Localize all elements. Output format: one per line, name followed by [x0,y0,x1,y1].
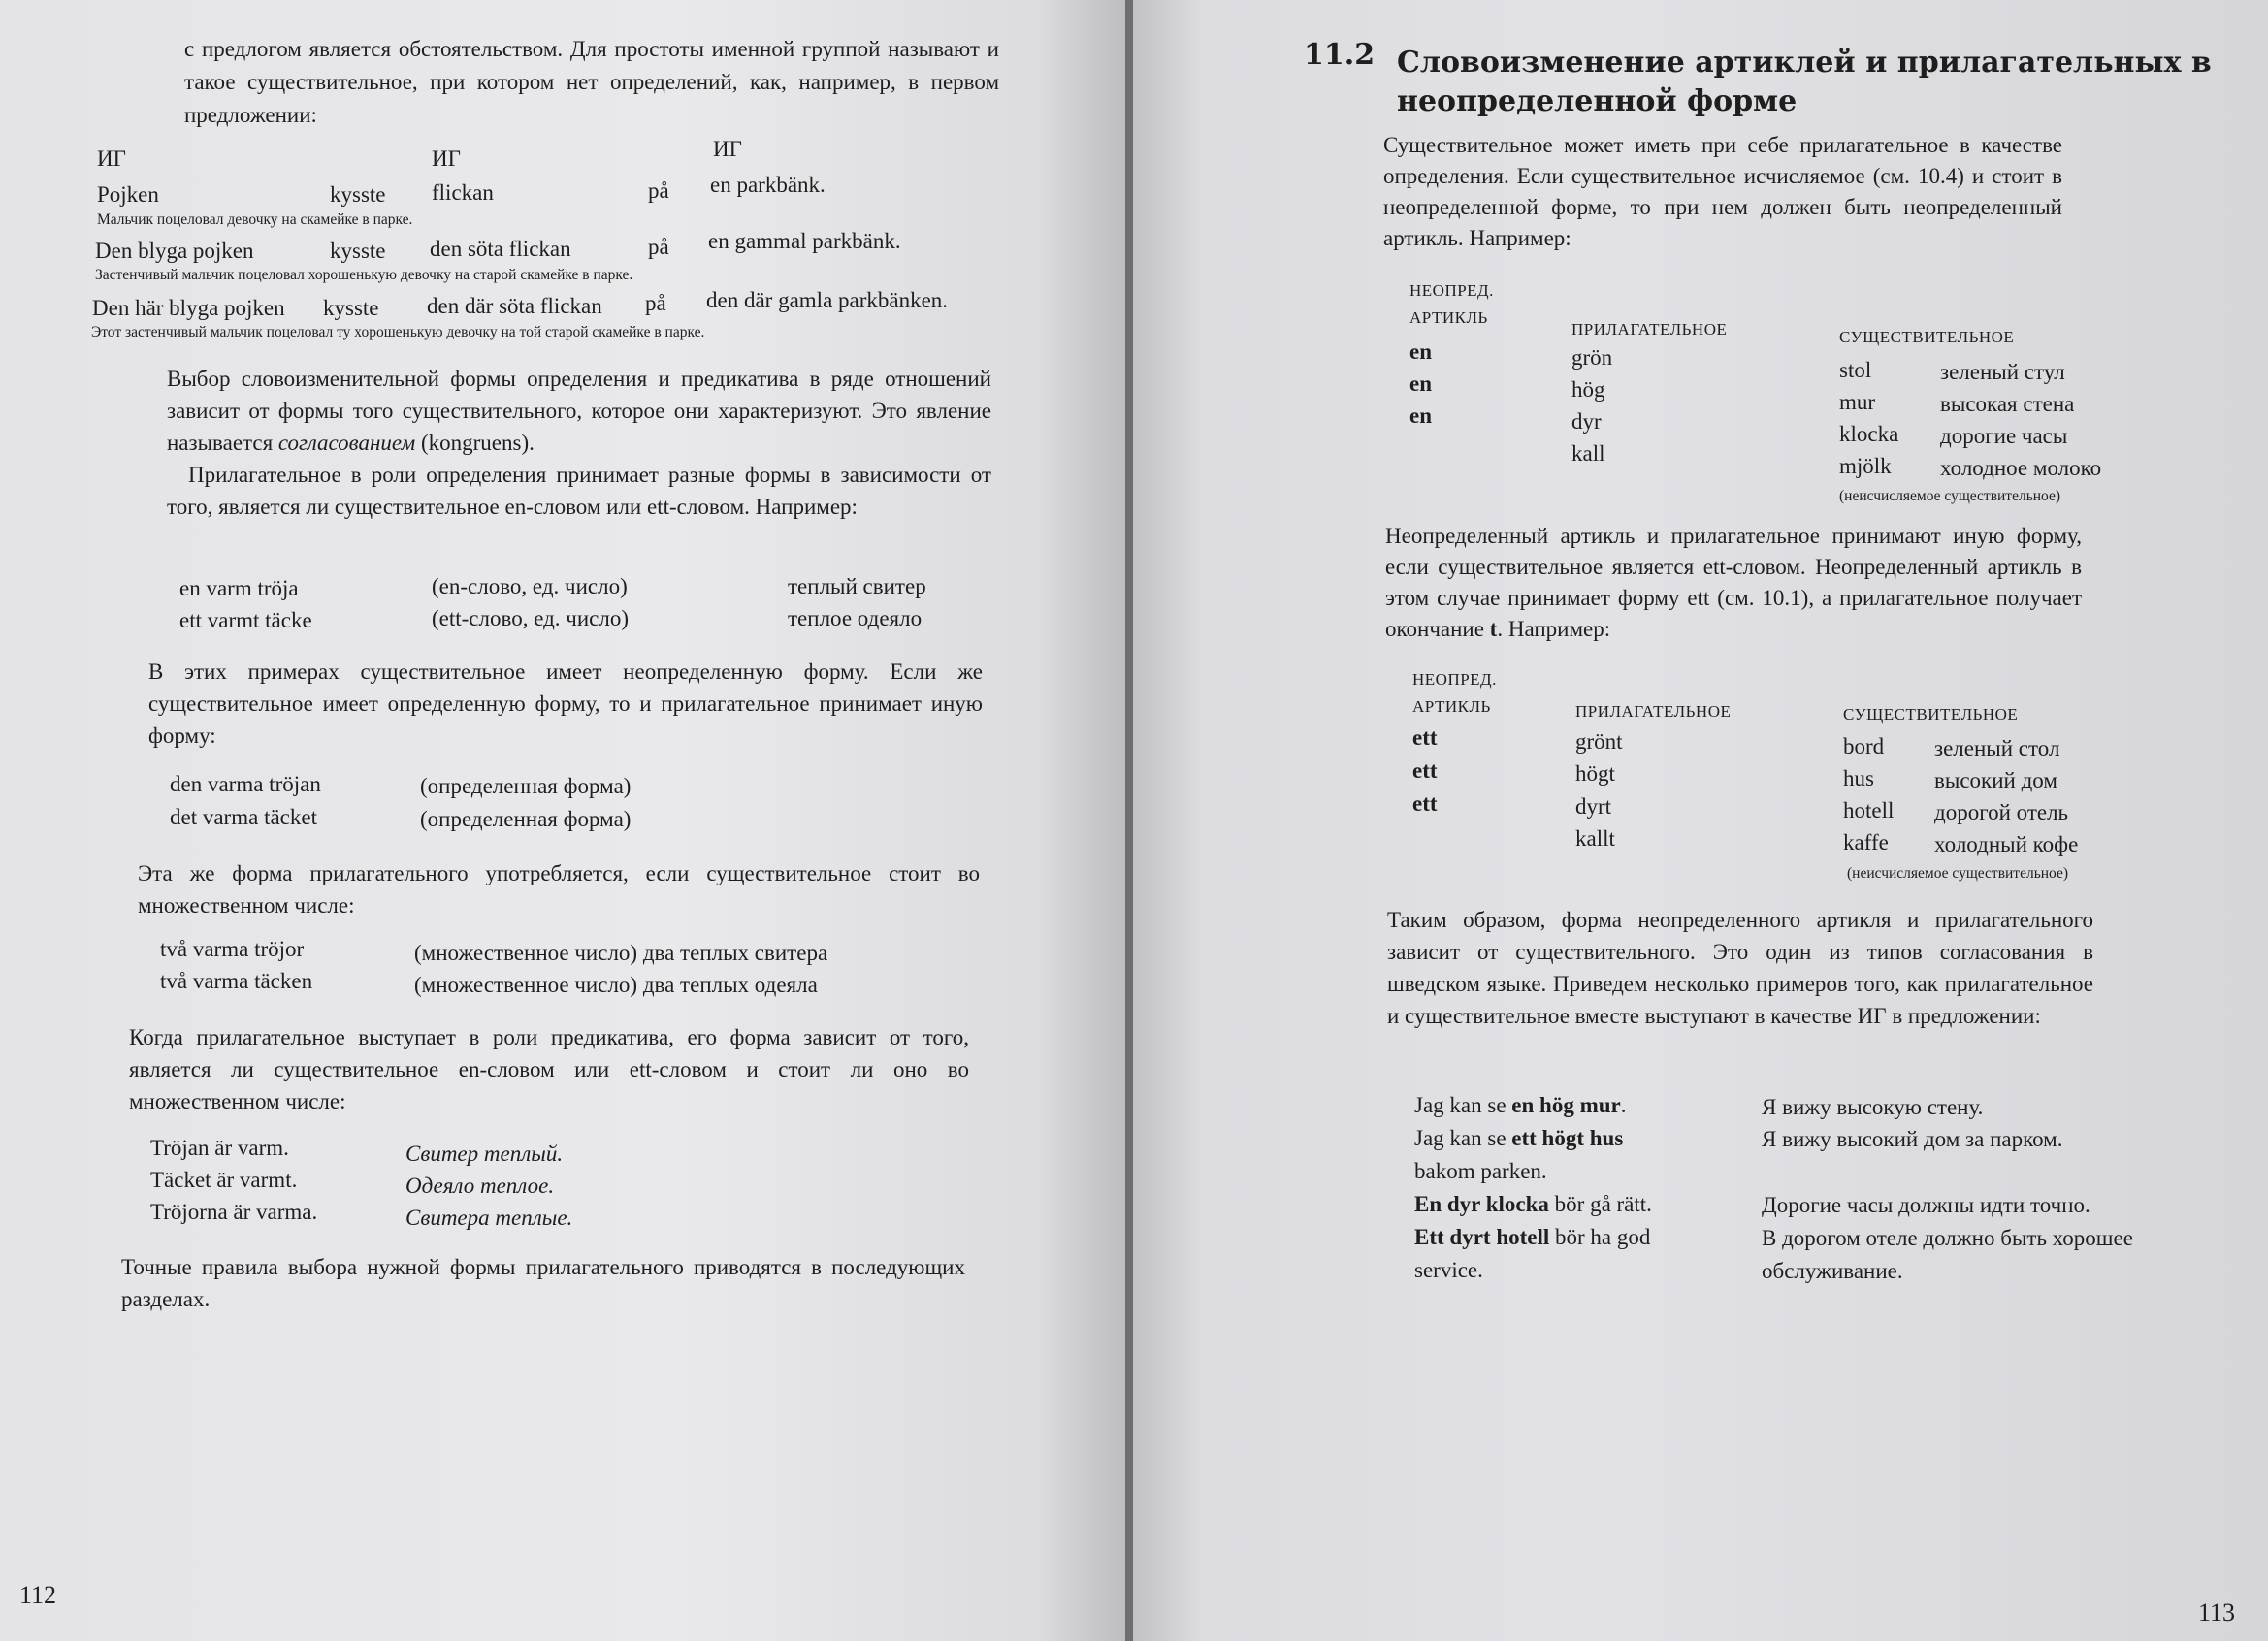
noun-translation: холодное молоко [1940,456,2102,480]
noun-cell: stol [1839,358,1872,382]
example-note: (ett-слово, ед. число) [432,606,630,630]
page-number: 113 [2198,1598,2236,1626]
example-russian: Я вижу высокую стену. [1762,1095,1984,1119]
paragraph-predicative: Когда прилагательное выступает в роли предикатива, его форма зависит от того, является ли существительное en-словом или ett-словом и стоит ли оно во множественном числе: [129,1025,969,1113]
example-swedish: Tröjorna är varma. [150,1200,318,1224]
example-swedish: En dyr klocka bör gå rätt. [1414,1192,1652,1216]
noun-cell: klocka [1839,422,1899,446]
example-note: (множественное число) два теплых одеяла [414,973,818,997]
noun-translation: зеленый стул [1940,360,2065,384]
example-cell: kysste [323,296,379,320]
example-cell: Pojken [97,182,159,207]
example-note: (определенная форма) [420,774,632,798]
example-russian: Свитер теплый. [405,1142,564,1166]
paragraph-plural: Эта же форма прилагательного употребляется, если существительное стоит во множественном числе: [138,861,980,917]
intro-paragraph: с предлогом является обстоятельством. Для простоты именной группой называют и такое существительное, при котором нет определений, как, например, в первом предложении: [184,37,999,127]
example-cell: den där gamla parkbänken. [706,288,949,312]
section-number: 11.2 [1304,38,1376,72]
noun-cell: kaffe [1843,830,1889,854]
example-cell: den söta flickan [430,237,571,261]
column-header-adjective: ПРИЛАГАТЕЛЬНОЕ [1571,320,1728,338]
noun-translation: дорогой отель [1934,800,2069,824]
example-cell: kysste [330,182,386,207]
paragraph-indefinite-article: Существительное может иметь при себе прилагательное в качестве определения. Если существительное исчисляемое (см. 10.4) и стоит в неопределенной форме, то при нем должен быть неопределенный артикль. Например: [1383,133,2062,250]
ig-label: ИГ [432,146,461,171]
example-note: (en-слово, ед. число) [432,574,628,598]
example-russian: Свитера теплые. [405,1206,573,1230]
example-swedish: service. [1414,1258,1483,1282]
example-cell: den där söta flickan [427,294,602,318]
column-header-article: НЕОПРЕД. [1412,670,1497,689]
example-note: (множественное число) два теплых свитера [414,941,828,965]
noun-translation: зеленый стол [1934,736,2060,760]
left-page [0,0,1127,1641]
ending-t: t [1489,617,1498,641]
example-swedish: Jag kan se en hög mur. [1414,1093,1627,1117]
adjective-cell: kallt [1575,826,1615,851]
adjective-cell: grön [1571,345,1613,370]
example-cell: Den blyga pojken [95,239,254,263]
example-russian: обслуживание. [1762,1259,1903,1283]
example-cell: på [648,178,669,203]
paragraph-agreement-summary: Таким образом, форма неопределенного артикля и прилагательного зависит от существительного. Это один из типов согласования в шведском языке. Приведем несколько примеров того, как прилагательное и существительное вместе выступают в качестве ИГ в предложении: [1387,908,2093,1028]
paragraph-ett-words: Неопределенный артикль и прилагательное принимают иную форму, если существительное является ett-словом. Неопределенный артикль в этом случае принимает форму ett (см. 10.1), а прилагательное получает окончание t. Например: [1385,524,2082,641]
example-swedish: det varma täcket [170,805,317,829]
example-swedish: bakom parken. [1414,1159,1547,1183]
adjective-cell: kall [1571,441,1605,466]
example-swedish: den varma tröjan [170,772,321,796]
uncountable-note: (неисчисляемое существительное) [1839,488,2061,504]
example-cell: en parkbänk. [710,173,826,197]
noun-cell: mjölk [1839,454,1892,478]
example-translation: Этот застенчивый мальчик поцеловал ту хорошенькую девочку на той старой скамейке в парке. [91,324,705,340]
ig-label: ИГ [713,137,742,161]
article-cell: ett [1412,791,1438,816]
column-header-article: АРТИКЛЬ [1412,697,1491,716]
example-russian: В дорогом отеле должно быть хорошее [1762,1226,2133,1250]
adjective-cell: dyrt [1575,794,1612,819]
term-soglasovanie: согласованием [277,431,416,455]
adjective-cell: hög [1571,377,1605,402]
article-cell: en [1409,339,1432,364]
section-title-line-2: неопределенной форме [1397,84,1798,118]
example-swedish: Jag kan se ett högt hus [1414,1126,1624,1150]
example-russian: Я вижу высокий дом за парком. [1762,1127,2063,1151]
example-cell: en gammal parkbänk. [708,229,901,253]
example-cell: på [648,235,669,259]
noun-translation: холодный кофе [1934,832,2079,856]
example-swedish: Ett dyrt hotell bör ha god [1414,1225,1651,1249]
section-title-line-1: Словоизменение артиклей и прилагательных в [1397,46,2212,80]
example-cell: flickan [432,180,494,205]
example-cell: Den här blyga pojken [92,296,285,320]
example-swedish: två varma täcken [160,969,313,993]
example-swedish: Täcket är varmt. [150,1168,298,1192]
article-cell: ett [1412,725,1438,750]
noun-translation: высокий дом [1934,768,2057,792]
noun-translation: дорогие часы [1940,424,2068,448]
ig-label: ИГ [97,146,126,171]
example-swedish: två varma tröjor [160,937,305,961]
paragraph-rules-note: Точные правила выбора нужной формы прилагательного приводятся в последующих разделах. [121,1255,965,1311]
right-page [1133,0,2268,1641]
example-swedish: ett varmt täcke [179,608,312,632]
example-swedish: Tröjan är varm. [150,1136,289,1160]
example-russian: Одеяло теплое. [405,1174,555,1198]
noun-cell: mur [1839,390,1876,414]
column-header-article: НЕОПРЕД. [1409,281,1494,300]
article-cell: ett [1412,758,1438,783]
adjective-cell: dyr [1571,409,1602,434]
noun-translation: высокая стена [1940,392,2075,416]
example-russian: теплое одеяло [788,606,923,630]
noun-cell: bord [1843,734,1885,758]
example-cell: kysste [330,239,386,263]
noun-cell: hus [1843,766,1874,790]
column-header-noun: СУЩЕСТВИТЕЛЬНОЕ [1839,328,2015,346]
example-note: (определенная форма) [420,807,632,831]
article-cell: en [1409,403,1432,428]
example-translation: Застенчивый мальчик поцеловал хорошенькую девочку на старой скамейке в парке. [95,267,633,283]
page-number: 112 [19,1581,57,1609]
example-russian: Дорогие часы должны идти точно. [1762,1193,2090,1217]
adjective-cell: högt [1575,761,1615,786]
noun-cell: hotell [1843,798,1895,822]
paragraph-congruence: Выбор словоизменительной формы определения и предикатива в ряде отношений зависит от формы того существительного, которое они характеризуют. Это явление называется согласованием (kongruens). [167,367,991,455]
column-header-article: АРТИКЛЬ [1409,308,1488,327]
example-cell: på [645,291,666,315]
uncountable-note: (неисчисляемое существительное) [1847,865,2069,882]
example-translation: Мальчик поцеловал девочку на скамейке в парке. [97,211,413,228]
example-russian: теплый свитер [788,574,926,598]
example-swedish: en varm tröja [179,576,299,600]
paragraph-attributive: Прилагательное в роли определения принимает разные формы в зависимости от того, является ли существительное en-словом или ett-словом. Например: [167,463,991,519]
column-header-noun: СУЩЕСТВИТЕЛЬНОЕ [1843,705,2019,724]
column-header-adjective: ПРИЛАГАТЕЛЬНОЕ [1575,702,1732,721]
paragraph-definite: В этих примерах существительное имеет неопределенную форму. Если же существительное имеет определенную форму, то и прилагательное принимает иную форму: [148,660,983,748]
adjective-cell: grönt [1575,729,1623,754]
article-cell: en [1409,371,1432,396]
